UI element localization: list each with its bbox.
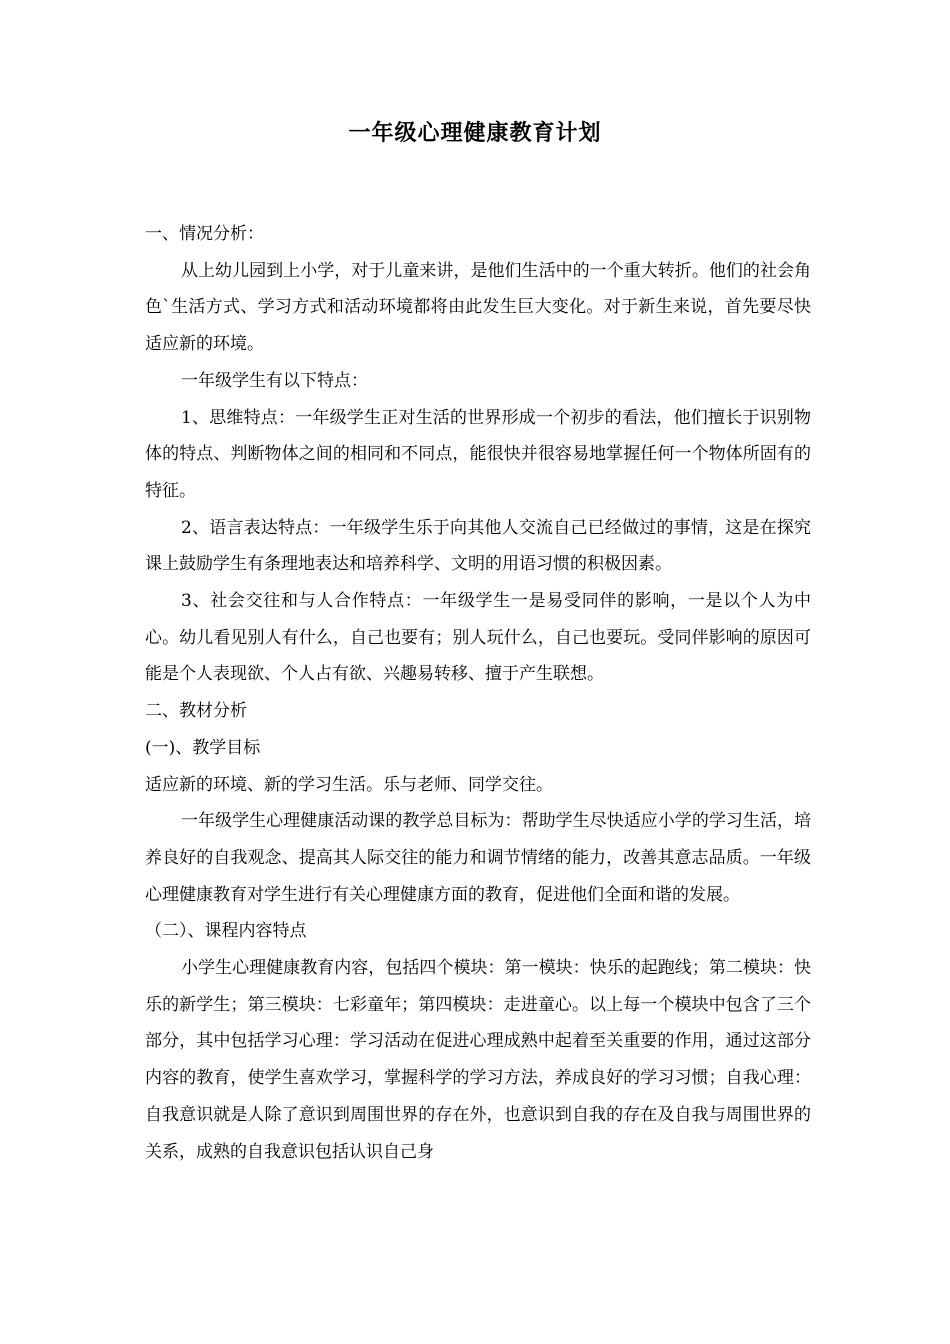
paragraph-social-features: 3、社会交往和与人合作特点：一年级学生一是易受同伴的影响，一是以个人为中心。幼儿看见别人有什么，自己也要有；别人玩什么，自己也要玩。受同伴影响的原因可能是个人表现欲、个人占有欲、兴趣易转移、擅于产生联想。 [145, 591, 811, 685]
heading-teaching-goals: (一)、教学目标 [145, 737, 261, 758]
paragraph-adapt-goal: 适应新的环境、新的学习生活。乐与老师、同学交往。 [145, 774, 553, 795]
heading-situation-analysis: 一、情况分析： [145, 224, 264, 244]
document-title: 一年级心理健康教育计划 [348, 121, 602, 146]
paragraph-features-intro: 一年级学生有以下特点： [181, 370, 368, 391]
document-body [145, 216, 811, 1170]
paragraph-course-modules: 小学生心理健康教育内容，包括四个模块：第一模块：快乐的起跑线；第二模块：快乐的新学生；第三模块：七彩童年；第四模块：走进童心。以上每一个模块中包含了三个部分，其中包括学习心理：学习活动在促进心理成熟中起着至关重要的作用，通过这部分内容的教育，使学生喜欢学习，掌握科学的学习方法，养成良好的学习习惯；自我心理：自我意识就是人除了意识到周围世界的存在外，也意识到自我的存在及自我与周围世界的关系，成熟的自我意识包括认识自己身 [145, 958, 811, 1162]
paragraph-transition: 从上幼儿园到上小学，对于儿童来讲，是他们生活中的一个重大转折。他们的社会角色`生活方式、学习方式和活动环境都将由此发生巨大变化。对于新生来说，首先要尽快适应新的环境。 [145, 260, 811, 355]
paragraph-thinking-features: 1、思维特点：一年级学生正对生活的世界形成一个初步的看法，他们擅长于识别物体的特点、判断物体之间的相同和不同点，能很快并很容易地掌握任何一个物体所固有的特征。 [145, 407, 811, 501]
heading-material-analysis: 二、教材分析 [145, 701, 247, 722]
heading-course-content: （二）、课程内容特点 [145, 921, 307, 942]
paragraph-language-features: 2、语言表达特点：一年级学生乐于向其他人交流自己已经做过的事情，这是在探究课上鼓励学生有条理地表达和培养科学、文明的用语习惯的积极因素。 [145, 517, 811, 575]
paragraph-overall-goal: 一年级学生心理健康活动课的教学总目标为：帮助学生尽快适应小学的学习生活，培养良好的自我观念、提高其人际交往的能力和调节情绪的能力，改善其意志品质。一年级心理健康教育对学生进行有关心理健康方面的教育，促进他们全面和谐的发展。 [145, 811, 811, 905]
